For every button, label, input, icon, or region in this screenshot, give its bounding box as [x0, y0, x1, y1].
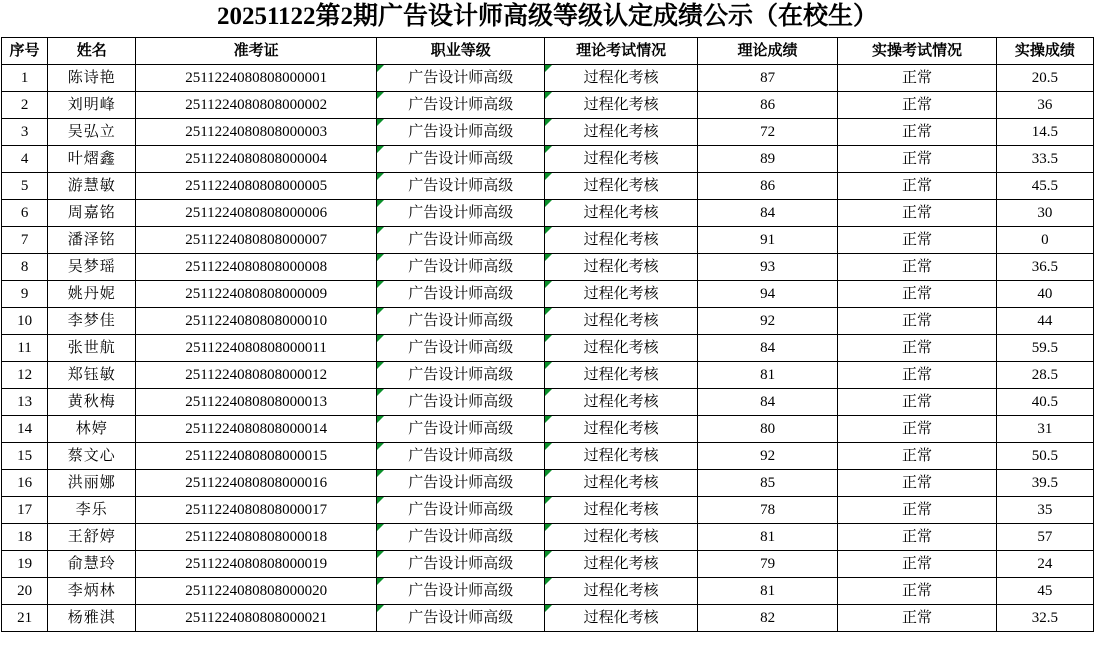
cell-r2-c1: 吴弘立 [48, 118, 136, 145]
cell-r19-c6: 正常 [838, 577, 996, 604]
cell-r12-c2: 2511224080808000013 [136, 388, 377, 415]
cell-r14-c6: 正常 [838, 442, 996, 469]
table-row [2, 253, 1094, 280]
cell-r9-c4: 过程化考核 [545, 307, 697, 334]
cell-r14-c2: 2511224080808000015 [136, 442, 377, 469]
cell-r15-c7: 39.5 [996, 469, 1093, 496]
cell-r7-c6: 正常 [838, 253, 996, 280]
table-row [2, 226, 1094, 253]
cell-r1-c1: 刘明峰 [48, 91, 136, 118]
cell-r1-c3: 广告设计师高级 [377, 91, 545, 118]
cell-r8-c3: 广告设计师高级 [377, 280, 545, 307]
cell-r5-c6: 正常 [838, 199, 996, 226]
cell-r9-c3: 广告设计师高级 [377, 307, 545, 334]
table-row [2, 199, 1094, 226]
cell-r11-c5: 81 [697, 361, 837, 388]
table-row [2, 523, 1094, 550]
cell-r10-c0: 11 [2, 334, 48, 361]
cell-r1-c5: 86 [697, 91, 837, 118]
cell-r17-c6: 正常 [838, 523, 996, 550]
cell-r2-c7: 14.5 [996, 118, 1093, 145]
cell-r18-c7: 24 [996, 550, 1093, 577]
cell-r11-c4: 过程化考核 [545, 361, 697, 388]
cell-r5-c3: 广告设计师高级 [377, 199, 545, 226]
cell-r0-c5: 87 [697, 64, 837, 91]
cell-r13-c3: 广告设计师高级 [377, 415, 545, 442]
cell-r4-c7: 45.5 [996, 172, 1093, 199]
cell-r2-c6: 正常 [838, 118, 996, 145]
cell-r9-c0: 10 [2, 307, 48, 334]
cell-r1-c6: 正常 [838, 91, 996, 118]
cell-r16-c7: 35 [996, 496, 1093, 523]
cell-r20-c3: 广告设计师高级 [377, 604, 545, 631]
cell-r14-c3: 广告设计师高级 [377, 442, 545, 469]
cell-r19-c7: 45 [996, 577, 1093, 604]
cell-r11-c2: 2511224080808000012 [136, 361, 377, 388]
cell-r8-c2: 2511224080808000009 [136, 280, 377, 307]
cell-r0-c0: 1 [2, 64, 48, 91]
cell-r15-c2: 2511224080808000016 [136, 469, 377, 496]
cell-r15-c0: 16 [2, 469, 48, 496]
cell-r16-c3: 广告设计师高级 [377, 496, 545, 523]
cell-r13-c1: 林婷 [48, 415, 136, 442]
cell-r16-c6: 正常 [838, 496, 996, 523]
cell-r10-c3: 广告设计师高级 [377, 334, 545, 361]
cell-r10-c7: 59.5 [996, 334, 1093, 361]
table-row [2, 496, 1094, 523]
column-header-4: 理论考试情况 [545, 37, 697, 64]
cell-r0-c3: 广告设计师高级 [377, 64, 545, 91]
cell-r7-c5: 93 [697, 253, 837, 280]
cell-r3-c3: 广告设计师高级 [377, 145, 545, 172]
cell-r17-c3: 广告设计师高级 [377, 523, 545, 550]
cell-r16-c1: 李乐 [48, 496, 136, 523]
cell-r15-c6: 正常 [838, 469, 996, 496]
cell-r19-c4: 过程化考核 [545, 577, 697, 604]
cell-r4-c0: 5 [2, 172, 48, 199]
cell-r1-c0: 2 [2, 91, 48, 118]
cell-r7-c7: 36.5 [996, 253, 1093, 280]
cell-r5-c7: 30 [996, 199, 1093, 226]
cell-r3-c7: 33.5 [996, 145, 1093, 172]
cell-r17-c7: 57 [996, 523, 1093, 550]
cell-r10-c5: 84 [697, 334, 837, 361]
cell-r4-c2: 2511224080808000005 [136, 172, 377, 199]
cell-r9-c7: 44 [996, 307, 1093, 334]
table-row [2, 334, 1094, 361]
cell-r14-c5: 92 [697, 442, 837, 469]
cell-r2-c2: 2511224080808000003 [136, 118, 377, 145]
cell-r0-c1: 陈诗艳 [48, 64, 136, 91]
cell-r0-c7: 20.5 [996, 64, 1093, 91]
cell-r3-c5: 89 [697, 145, 837, 172]
cell-r16-c4: 过程化考核 [545, 496, 697, 523]
cell-r4-c6: 正常 [838, 172, 996, 199]
cell-r11-c6: 正常 [838, 361, 996, 388]
column-header-3: 职业等级 [377, 37, 545, 64]
cell-r2-c4: 过程化考核 [545, 118, 697, 145]
cell-r14-c4: 过程化考核 [545, 442, 697, 469]
cell-r12-c7: 40.5 [996, 388, 1093, 415]
cell-r20-c7: 32.5 [996, 604, 1093, 631]
cell-r16-c2: 2511224080808000017 [136, 496, 377, 523]
cell-r1-c4: 过程化考核 [545, 91, 697, 118]
cell-r20-c6: 正常 [838, 604, 996, 631]
cell-r5-c5: 84 [697, 199, 837, 226]
cell-r20-c5: 82 [697, 604, 837, 631]
column-header-2: 准考证 [136, 37, 377, 64]
cell-r19-c5: 81 [697, 577, 837, 604]
cell-r8-c1: 姚丹妮 [48, 280, 136, 307]
cell-r7-c3: 广告设计师高级 [377, 253, 545, 280]
cell-r6-c5: 91 [697, 226, 837, 253]
cell-r2-c3: 广告设计师高级 [377, 118, 545, 145]
cell-r5-c0: 6 [2, 199, 48, 226]
cell-r6-c6: 正常 [838, 226, 996, 253]
cell-r18-c6: 正常 [838, 550, 996, 577]
cell-r8-c6: 正常 [838, 280, 996, 307]
table-row [2, 469, 1094, 496]
cell-r6-c0: 7 [2, 226, 48, 253]
cell-r1-c7: 36 [996, 91, 1093, 118]
cell-r19-c3: 广告设计师高级 [377, 577, 545, 604]
table-row [2, 280, 1094, 307]
cell-r4-c4: 过程化考核 [545, 172, 697, 199]
cell-r0-c2: 2511224080808000001 [136, 64, 377, 91]
cell-r18-c2: 2511224080808000019 [136, 550, 377, 577]
cell-r3-c0: 4 [2, 145, 48, 172]
cell-r5-c4: 过程化考核 [545, 199, 697, 226]
cell-r11-c0: 12 [2, 361, 48, 388]
cell-r2-c0: 3 [2, 118, 48, 145]
cell-r19-c2: 2511224080808000020 [136, 577, 377, 604]
cell-r13-c2: 2511224080808000014 [136, 415, 377, 442]
cell-r20-c4: 过程化考核 [545, 604, 697, 631]
cell-r16-c0: 17 [2, 496, 48, 523]
cell-r7-c0: 8 [2, 253, 48, 280]
cell-r19-c1: 李炳林 [48, 577, 136, 604]
cell-r10-c2: 2511224080808000011 [136, 334, 377, 361]
table-row [2, 442, 1094, 469]
table-row [2, 64, 1094, 91]
cell-r12-c5: 84 [697, 388, 837, 415]
cell-r3-c1: 叶熠鑫 [48, 145, 136, 172]
cell-r10-c6: 正常 [838, 334, 996, 361]
cell-r14-c7: 50.5 [996, 442, 1093, 469]
cell-r10-c1: 张世航 [48, 334, 136, 361]
table-row [2, 550, 1094, 577]
cell-r6-c1: 潘泽铭 [48, 226, 136, 253]
table-row [2, 118, 1094, 145]
cell-r12-c3: 广告设计师高级 [377, 388, 545, 415]
cell-r7-c4: 过程化考核 [545, 253, 697, 280]
cell-r8-c5: 94 [697, 280, 837, 307]
table-row [2, 307, 1094, 334]
table-row [2, 388, 1094, 415]
cell-r19-c0: 20 [2, 577, 48, 604]
cell-r18-c0: 19 [2, 550, 48, 577]
cell-r12-c4: 过程化考核 [545, 388, 697, 415]
cell-r9-c6: 正常 [838, 307, 996, 334]
cell-r13-c7: 31 [996, 415, 1093, 442]
cell-r13-c5: 80 [697, 415, 837, 442]
cell-r0-c6: 正常 [838, 64, 996, 91]
cell-r17-c0: 18 [2, 523, 48, 550]
column-header-5: 理论成绩 [697, 37, 837, 64]
cell-r3-c6: 正常 [838, 145, 996, 172]
cell-r13-c6: 正常 [838, 415, 996, 442]
cell-r18-c1: 俞慧玲 [48, 550, 136, 577]
cell-r17-c1: 王舒婷 [48, 523, 136, 550]
scores-table [1, 37, 1094, 632]
cell-r18-c3: 广告设计师高级 [377, 550, 545, 577]
column-header-6: 实操考试情况 [838, 37, 996, 64]
cell-r12-c1: 黄秋梅 [48, 388, 136, 415]
cell-r3-c4: 过程化考核 [545, 145, 697, 172]
table-row [2, 91, 1094, 118]
cell-r1-c2: 2511224080808000002 [136, 91, 377, 118]
table-row [2, 172, 1094, 199]
cell-r11-c7: 28.5 [996, 361, 1093, 388]
cell-r14-c1: 蔡文心 [48, 442, 136, 469]
table-row [2, 361, 1094, 388]
cell-r20-c0: 21 [2, 604, 48, 631]
table-header-row [2, 37, 1094, 64]
cell-r20-c1: 杨雅淇 [48, 604, 136, 631]
cell-r14-c0: 15 [2, 442, 48, 469]
cell-r15-c3: 广告设计师高级 [377, 469, 545, 496]
cell-r17-c2: 2511224080808000018 [136, 523, 377, 550]
cell-r17-c5: 81 [697, 523, 837, 550]
cell-r2-c5: 72 [697, 118, 837, 145]
cell-r10-c4: 过程化考核 [545, 334, 697, 361]
cell-r8-c0: 9 [2, 280, 48, 307]
column-header-0: 序号 [2, 37, 48, 64]
cell-r3-c2: 2511224080808000004 [136, 145, 377, 172]
cell-r6-c7: 0 [996, 226, 1093, 253]
cell-r8-c4: 过程化考核 [545, 280, 697, 307]
table-row [2, 577, 1094, 604]
cell-r7-c1: 吴梦瑶 [48, 253, 136, 280]
cell-r17-c4: 过程化考核 [545, 523, 697, 550]
cell-r18-c4: 过程化考核 [545, 550, 697, 577]
column-header-1: 姓名 [48, 37, 136, 64]
cell-r8-c7: 40 [996, 280, 1093, 307]
cell-r0-c4: 过程化考核 [545, 64, 697, 91]
cell-r9-c5: 92 [697, 307, 837, 334]
cell-r13-c0: 14 [2, 415, 48, 442]
cell-r5-c2: 2511224080808000006 [136, 199, 377, 226]
table-row [2, 604, 1094, 631]
cell-r20-c2: 2511224080808000021 [136, 604, 377, 631]
cell-r13-c4: 过程化考核 [545, 415, 697, 442]
cell-r12-c6: 正常 [838, 388, 996, 415]
cell-r5-c1: 周嘉铭 [48, 199, 136, 226]
cell-r11-c3: 广告设计师高级 [377, 361, 545, 388]
cell-r9-c2: 2511224080808000010 [136, 307, 377, 334]
cell-r9-c1: 李梦佳 [48, 307, 136, 334]
cell-r6-c4: 过程化考核 [545, 226, 697, 253]
cell-r4-c3: 广告设计师高级 [377, 172, 545, 199]
page-title: 20251122第2期广告设计师高级等级认定成绩公示（在校生） [216, 3, 879, 30]
cell-r6-c3: 广告设计师高级 [377, 226, 545, 253]
cell-r4-c1: 游慧敏 [48, 172, 136, 199]
cell-r4-c5: 86 [697, 172, 837, 199]
table-row [2, 415, 1094, 442]
cell-r15-c1: 洪丽娜 [48, 469, 136, 496]
cell-r18-c5: 79 [697, 550, 837, 577]
cell-r7-c2: 2511224080808000008 [136, 253, 377, 280]
cell-r15-c4: 过程化考核 [545, 469, 697, 496]
cell-r6-c2: 2511224080808000007 [136, 226, 377, 253]
cell-r16-c5: 78 [697, 496, 837, 523]
cell-r12-c0: 13 [2, 388, 48, 415]
cell-r11-c1: 郑钰敏 [48, 361, 136, 388]
table-row [2, 145, 1094, 172]
cell-r15-c5: 85 [697, 469, 837, 496]
column-header-7: 实操成绩 [996, 37, 1093, 64]
